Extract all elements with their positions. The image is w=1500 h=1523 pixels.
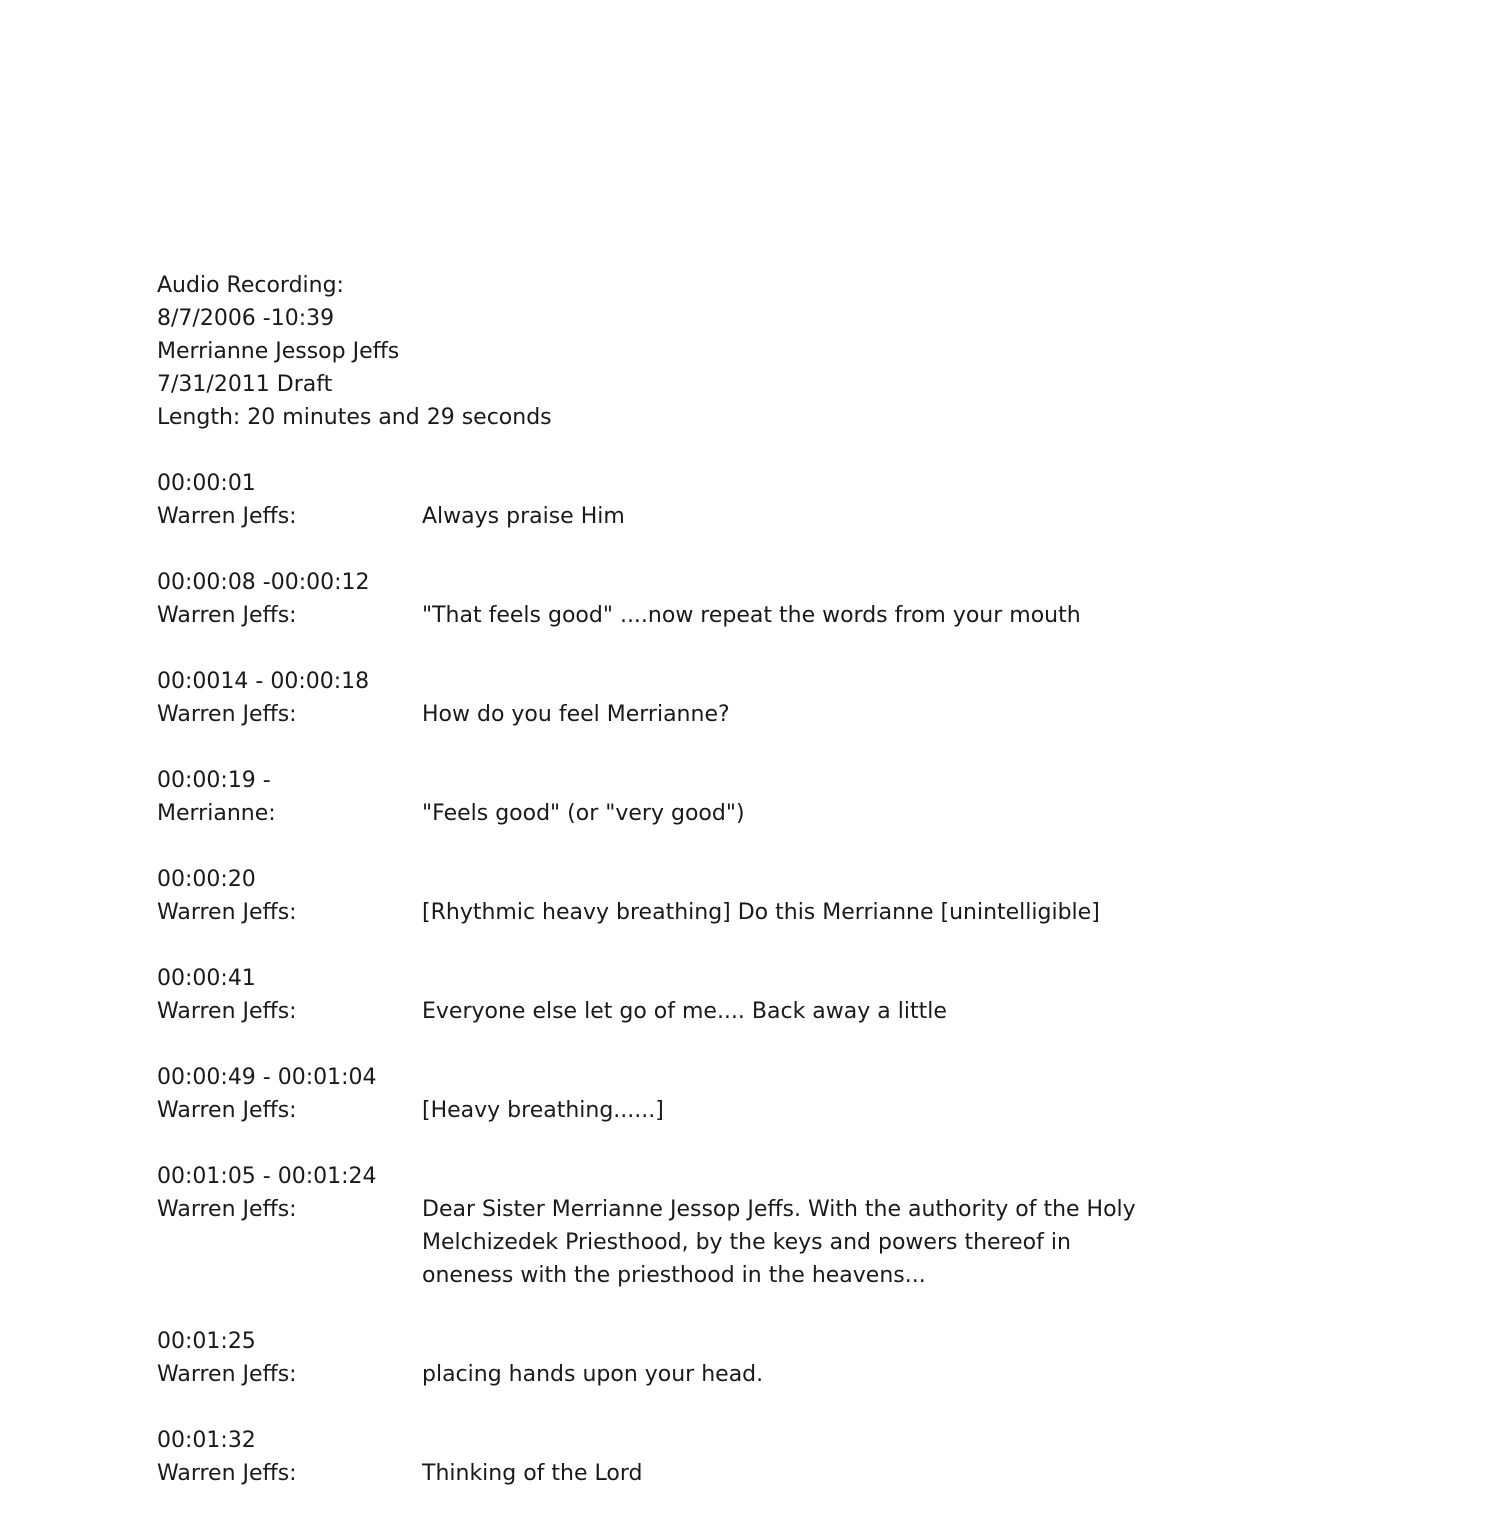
transcript-entry — [157, 1424, 1337, 1490]
transcript-entry — [157, 1160, 1337, 1292]
transcript-entry — [157, 1061, 1337, 1127]
entry-text: Dear Sister Merrianne Jessop Jeffs. With the authority of the Holy Melchizedek Priesthood, by the keys and powers thereof in oneness with the priesthood in the heavens... — [422, 1197, 1136, 1288]
entry-row — [157, 1358, 1337, 1391]
entry-row — [157, 797, 1337, 830]
entry-timestamp: 00:00:08 -00:00:12 — [157, 570, 370, 595]
entry-text: [Heavy breathing......] — [422, 1098, 664, 1123]
entry-speaker: Warren Jeffs: — [157, 1098, 297, 1123]
entry-timestamp: 00:01:25 — [157, 1329, 256, 1354]
entry-speaker: Warren Jeffs: — [157, 1197, 297, 1222]
entry-speaker: Warren Jeffs: — [157, 999, 297, 1024]
entry-speaker: Merrianne: — [157, 801, 276, 826]
entry-text: Thinking of the Lord — [422, 1461, 643, 1486]
entry-timestamp: 00:0014 - 00:00:18 — [157, 669, 370, 694]
document-header — [157, 269, 1337, 434]
entry-text: Always praise Him — [422, 504, 625, 529]
entry-row — [157, 698, 1337, 731]
entry-text: placing hands upon your head. — [422, 1362, 764, 1387]
entry-text: "That feels good" ....now repeat the words from your mouth — [422, 603, 1081, 628]
entry-speaker: Warren Jeffs: — [157, 1362, 297, 1387]
entry-speaker: Warren Jeffs: — [157, 702, 297, 727]
entry-timestamp: 00:00:41 — [157, 966, 256, 991]
transcript-entry — [157, 1325, 1337, 1391]
entry-row — [157, 1193, 1337, 1292]
transcript-entry — [157, 665, 1337, 731]
entry-timestamp: 00:00:19 - — [157, 768, 271, 793]
transcript-entry — [157, 566, 1337, 632]
entry-speaker: Warren Jeffs: — [157, 504, 297, 529]
entry-timestamp: 00:01:32 — [157, 1428, 256, 1453]
entry-row — [157, 995, 1337, 1028]
entry-text: "Feels good" (or "very good") — [422, 801, 745, 826]
transcript-entry — [157, 764, 1337, 830]
header-draft-date: 7/31/2011 Draft — [157, 372, 333, 397]
transcript-entry — [157, 863, 1337, 929]
entry-row — [157, 1094, 1337, 1127]
entry-timestamp: 00:01:05 - 00:01:24 — [157, 1164, 377, 1189]
entry-row — [157, 599, 1337, 632]
header-recording-date: 8/7/2006 -10:39 — [157, 306, 335, 331]
entry-row — [157, 500, 1337, 533]
entry-timestamp: 00:00:20 — [157, 867, 256, 892]
entry-timestamp: 00:00:01 — [157, 471, 256, 496]
entry-speaker: Warren Jeffs: — [157, 603, 297, 628]
header-length: Length: 20 minutes and 29 seconds — [157, 405, 552, 430]
transcript-entry — [157, 962, 1337, 1028]
entry-text: Everyone else let go of me.... Back away a little — [422, 999, 947, 1024]
transcript-entry — [157, 467, 1337, 533]
entry-row — [157, 896, 1337, 929]
entry-timestamp: 00:00:49 - 00:01:04 — [157, 1065, 377, 1090]
header-title: Audio Recording: — [157, 273, 344, 298]
entry-text: How do you feel Merrianne? — [422, 702, 730, 727]
entry-row — [157, 1457, 1337, 1490]
entry-speaker: Warren Jeffs: — [157, 1461, 297, 1486]
entry-speaker: Warren Jeffs: — [157, 900, 297, 925]
entry-text: [Rhythmic heavy breathing] Do this Merrianne [unintelligible] — [422, 900, 1100, 925]
header-subject-name: Merrianne Jessop Jeffs — [157, 339, 400, 364]
transcript-content — [157, 269, 1337, 1523]
